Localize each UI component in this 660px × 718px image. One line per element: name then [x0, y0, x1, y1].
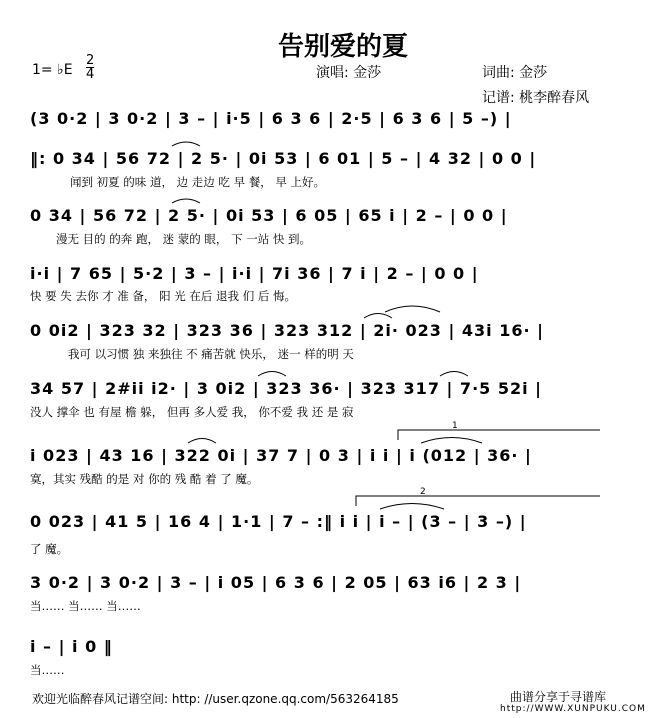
slur	[172, 142, 200, 146]
brand-name: 曲谱分享于寻谱库	[510, 690, 607, 704]
slur	[385, 306, 440, 312]
slur	[258, 372, 286, 377]
key-signature: 1= ♭E	[32, 62, 73, 78]
footer-text: 欢迎光临醉春风记谱空间: http: //user.qzone.qq.com/563264185	[32, 692, 399, 706]
slur	[380, 504, 444, 510]
slur	[172, 199, 200, 203]
score-line-5: 0 0i2 | 323 32 | 323 36 | 323 312 | 2i· 023 | 43i 16· |	[30, 321, 544, 340]
lyrics-line-7: 寞，其实 残酷 的是 对 你的 残 酷 着 了 魔。	[30, 472, 259, 486]
volta-1-label: 1	[452, 421, 458, 431]
score-line-8: 0 023 | 41 5 | 16 4 | 1·1 | 7 – :‖ i i | i – | (3 – | 3 –) |	[30, 512, 527, 531]
lyrics-line-4: 快 要 失 去你 才 准 备， 阳 光 在后 退我 们 后 悔。	[30, 289, 297, 303]
slur	[364, 314, 392, 319]
volta-2	[356, 496, 600, 506]
slur	[188, 439, 216, 444]
score-line-10: i – | i 0 ‖	[30, 637, 113, 656]
score-line-7: i 023 | 43 16 | 322 0i | 37 7 | 0 3 | i i | i (012 | 36· |	[30, 446, 532, 465]
score-line-3: 0 34 | 56 72 | 2 5· | 0i 53 | 6 05 | 65 i | 2 – | 0 0 |	[30, 206, 508, 225]
volta-1	[398, 430, 600, 440]
lyrics-line-3: 漫无 目的 的奔 跑， 迷 蒙的 眼， 下 一站 快 到。	[56, 232, 312, 246]
singer-credit: 演唱: 金莎	[316, 65, 382, 81]
volta-2-label: 2	[420, 487, 426, 497]
lyrics-line-2: 闻到 初夏 的味 道， 边 走边 吃 早 餐， 早 上好。	[70, 175, 326, 189]
lyrics-line-9: 当…… 当…… 当……	[30, 599, 141, 613]
score-line-4: i·i | 7 65 | 5·2 | 3 – | i·i | 7i 36 | 7 i | 2 – | 0 0 |	[30, 264, 479, 283]
score-line-9: 3 0·2 | 3 0·2 | 3 – | i 05 | 6 3 6 | 2 05 | 63 i6 | 2 3 |	[30, 573, 522, 592]
lyrics-line-5: 我可 以习惯 独 来独往 不 痛苦就 快乐， 迷一 样的明 天	[68, 347, 354, 361]
composer-credit: 词曲: 金莎	[482, 65, 548, 81]
brand-url[interactable]: http://WWW.XUNPUKU.COM	[500, 704, 646, 714]
score-line-6: 34 57 | 2#ii i2· | 3 0i2 | 323 36· | 323 317 | 7·5 52i |	[30, 379, 543, 398]
time-signature-bottom: 4	[86, 67, 95, 82]
lyrics-line-6: 没人 撑伞 也 有屋 檐 躲， 但再 多人爱 我， 你不爱 我 还 是 寂	[30, 405, 354, 419]
song-title: 告别爱的夏	[278, 32, 409, 62]
transcriber-credit: 记谱: 桃李醉春风	[482, 90, 590, 106]
time-signature-top: 2	[86, 53, 95, 68]
lyrics-line-10: 当……	[30, 663, 65, 677]
lyrics-line-8: 了 魔。	[30, 542, 69, 556]
slur	[421, 438, 482, 444]
slur	[440, 372, 468, 377]
score-line-2: ‖: 0 34 | 56 72 | 2 5· | 0i 53 | 6 01 | 5 – | 4 32 | 0 0 |	[30, 149, 537, 168]
score-line-1: (3 0·2 | 3 0·2 | 3 – | i·5 | 6 3 6 | 2·5 | 6 3 6 | 5 –) |	[30, 109, 512, 128]
